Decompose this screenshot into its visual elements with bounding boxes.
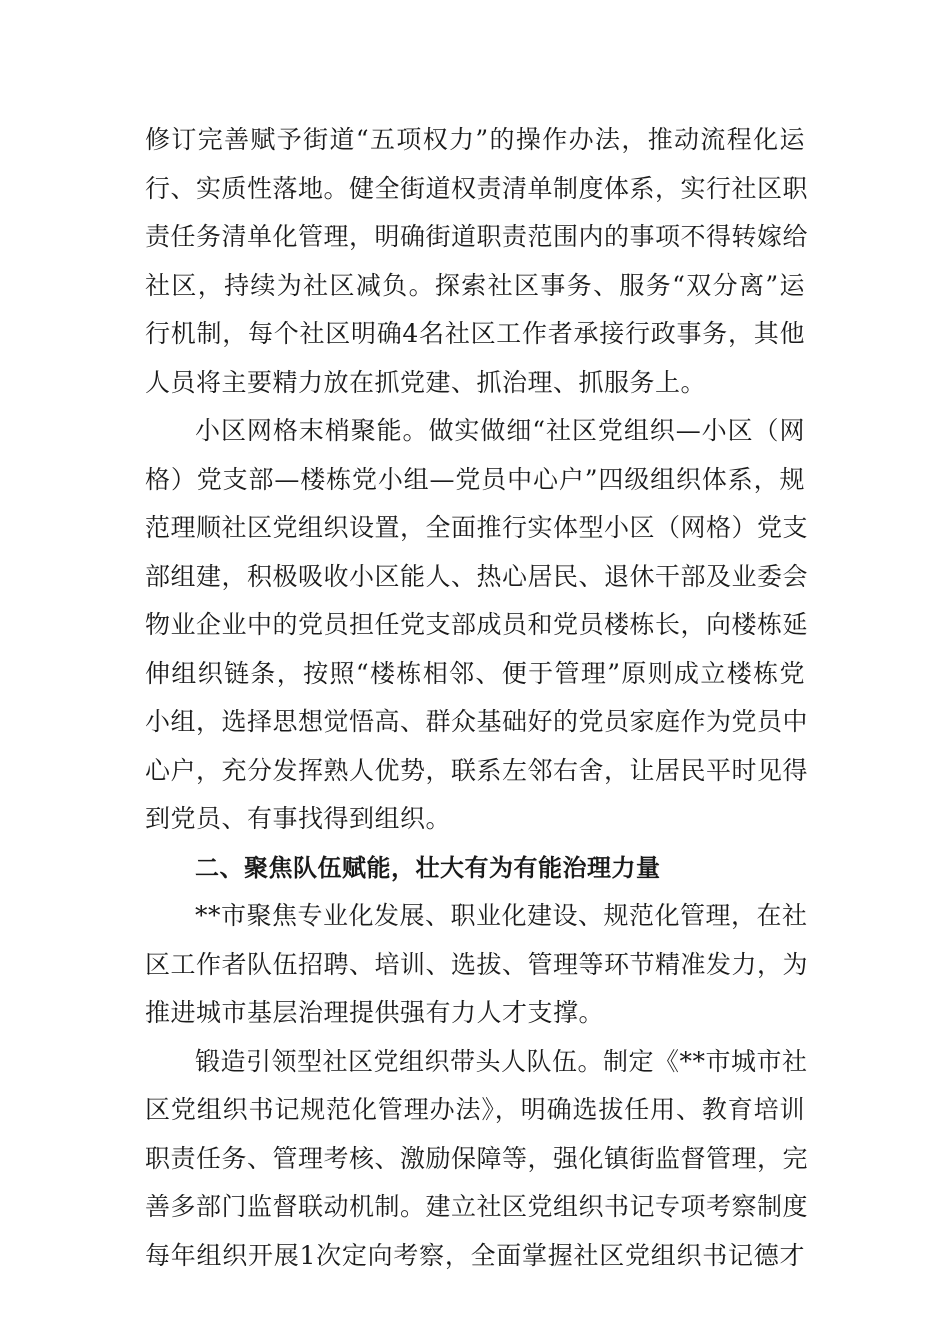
text-line: 伸组织链条，按照“楼栋相邻、便于管理”原则成立楼栋党	[145, 658, 805, 688]
section-heading	[145, 844, 805, 893]
text-line: 区党组织书记规范化管理办法》，明确选拔任用、教育培训	[145, 1095, 805, 1124]
text-line: 部组建，积极吸收小区能人、热心居民、退休干部及业委会	[145, 561, 809, 591]
document-body	[145, 116, 809, 1280]
text-line: 修订完善赋予街道“五项权力”的操作办法，推动流程化运	[145, 125, 805, 154]
text-line: 小区网格末梢聚能。做实做细“社区党组织—小区（网	[195, 416, 805, 445]
text-line: 物业企业中的党员担任党支部成员和党员楼栋长，向楼栋延	[145, 610, 809, 639]
text-line: 锻造引领型社区党组织带头人队伍。制定《**市城市社	[195, 1046, 808, 1076]
text-line: 职责任务、管理考核、激励保障等，强化镇街监督管理，完	[145, 1143, 809, 1173]
paragraph-team-intro	[145, 892, 809, 1038]
text-line: 每年组织开展1次定向考察，全面掌握社区党组织书记德才	[145, 1240, 805, 1270]
text-line: 行、实质性落地。健全街道权责清单制度体系，实行社区职	[145, 173, 809, 203]
paragraph-leaders	[145, 1038, 809, 1281]
text-line: 范理顺社区党组织设置，全面推行实体型小区（网格）党支	[145, 513, 809, 542]
paragraph-continuation	[145, 116, 809, 407]
paragraph-grid-terminals	[145, 407, 809, 844]
text-line: 善多部门监督联动机制。建立社区党组织书记专项考察制度	[145, 1192, 809, 1221]
text-line: 区工作者队伍招聘、培训、选拔、管理等环节精准发力，为	[145, 949, 809, 979]
text-line: 推进城市基层治理提供强有力人才支撑。	[145, 998, 605, 1027]
text-line: 格）党支部—楼栋党小组—党员中心户”四级组织体系，规	[145, 464, 805, 494]
text-line: 人员将主要精力放在抓党建、抓治理、抓服务上。	[145, 367, 707, 397]
text-line: 社区，持续为社区减负。探索社区事务、服务“双分离”运	[145, 270, 805, 300]
text-line: 责任务清单化管理，明确街道职责范围内的事项不得转嫁给	[145, 222, 809, 251]
text-line: 到党员、有事找得到组织。	[145, 804, 452, 833]
text-line: 心户，充分发挥熟人优势，联系左邻右舍，让居民平时见得	[145, 755, 809, 785]
section-heading-text: 二、聚焦队伍赋能，壮大有为有能治理力量	[195, 853, 661, 882]
text-line: 小组，选择思想觉悟高、群众基础好的党员家庭作为党员中	[145, 707, 809, 736]
text-line: **市聚焦专业化发展、职业化建设、规范化管理，在社	[195, 901, 808, 930]
text-line: 行机制，每个社区明确4名社区工作者承接行政事务，其他	[145, 319, 805, 348]
